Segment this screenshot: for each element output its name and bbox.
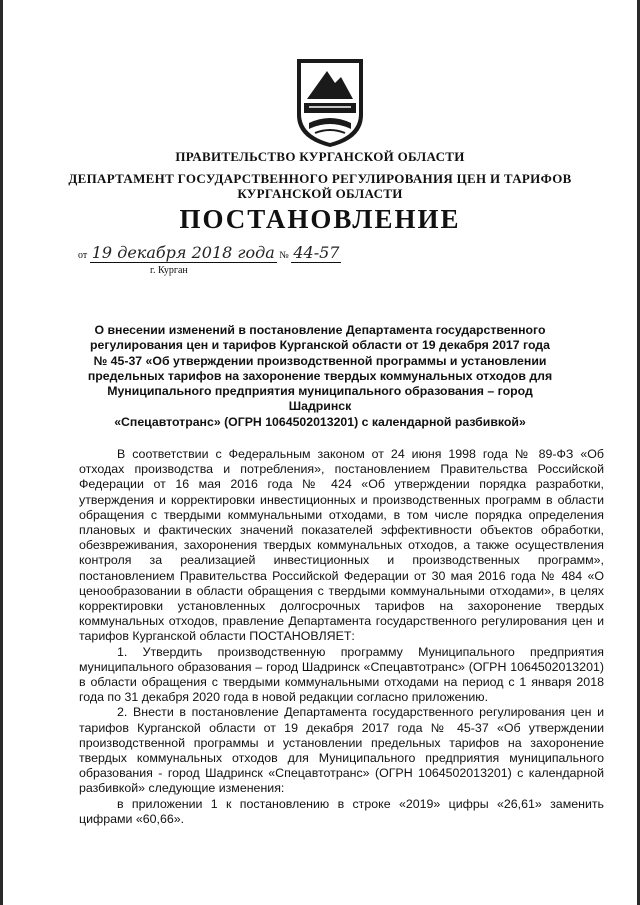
subject-line: «Спецавтотранс» (ОГРН 1064502013201) с календарной разбивкой»: [114, 414, 526, 429]
subject-line: предельных тарифов на захоронение твердых коммунальных отходов для: [87, 368, 553, 383]
department-line: ДЕПАРТАМЕНТ ГОСУДАРСТВЕННОГО РЕГУЛИРОВАНИЯ ЦЕН И ТАРИФОВ: [68, 171, 572, 186]
city-label: г. Курган: [150, 265, 188, 276]
coat-of-arms-icon: [295, 57, 365, 149]
number-label: №: [279, 250, 289, 261]
handwritten-date: 19 декабря 2018 года: [91, 243, 275, 262]
document-subject: [80, 323, 560, 430]
handwritten-number: 44-57: [293, 243, 340, 262]
from-label: от: [78, 250, 88, 261]
subject-line: № 45-37 «Об утверждении производственной программы и установлении: [93, 353, 547, 368]
preamble-paragraph: В соответствии с Федеральным законом от 24 июня 1998 года № 89-ФЗ «Об отходах производства и потребления», постановлением Правительства Российской Федерации от 16 мая 2016 года № 424 «Об утверждении порядка разработки, утверждения и корректировки инвестиционных и производственных программ в области обращения с твердыми коммунальными отходами, в том числе порядка определения плановых и фактических значений показателей эффективности объектов обработки, обезвреживания, захоронения твердых коммунальных отходов, а также осуществления контроля за реализацией инвестиционных и производственных программ», постановлением Правительства Российской Федерации от 30 мая 2016 года № 484 «О ценообразовании в области обращения с твердыми коммунальными отходами», в целях корректировки установленных долгосрочных тарифов на захоронение твердых коммунальных отходов, правление Департамента государственного регулирования цен и тарифов Курганской области ПОСТАНОВЛЯЕТ:: [79, 447, 604, 644]
subject-line: регулирования цен и тарифов Курганской области от 19 декабря 2017 года: [90, 338, 550, 353]
subject-line: О внесении изменений в постановление Департамента государственного: [94, 323, 546, 337]
government-name: ПРАВИТЕЛЬСТВО КУРГАНСКОЙ ОБЛАСТИ: [175, 149, 465, 164]
department-line: КУРГАНСКОЙ ОБЛАСТИ: [237, 186, 403, 201]
date-number-line: [78, 243, 341, 262]
clause-1-paragraph: 1. Утвердить производственную программу Муниципального предприятия муниципального образования – город Шадринск «Спецавтотранс» (ОГРН 1064502013201) в области обращения с твердыми коммунальными отходами на период с 1 января 2018 года по 31 декабря 2020 года в новой редакции согласно приложению.: [79, 644, 604, 705]
clause-2-paragraph: 2. Внести в постановление Департамента государственного регулирования цен и тарифов Курганской области от 19 декабря 2017 года № 45-37 «Об утверждении производственной программы и установлении предельных тарифов на захоронение твердых коммунальных отходов для Муниципального предприятия муниципального образования - город Шадринск «Спецавтотранс» (ОГРН 1064502013201) с календарной разбивкой» следующие изменения:: [79, 705, 604, 796]
document-type-title: ПОСТАНОВЛЕНИЕ: [179, 204, 461, 234]
amendment-paragraph: в приложении 1 к постановлению в строке «2019» цифры «26,61» заменить цифрами «60,66».: [79, 796, 604, 826]
scan-edge-left: [0, 0, 3, 905]
document-body: [79, 447, 604, 827]
subject-line: Муниципального предприятия муниципального образования – город Шадринск: [107, 384, 533, 414]
department-name: [0, 171, 640, 201]
